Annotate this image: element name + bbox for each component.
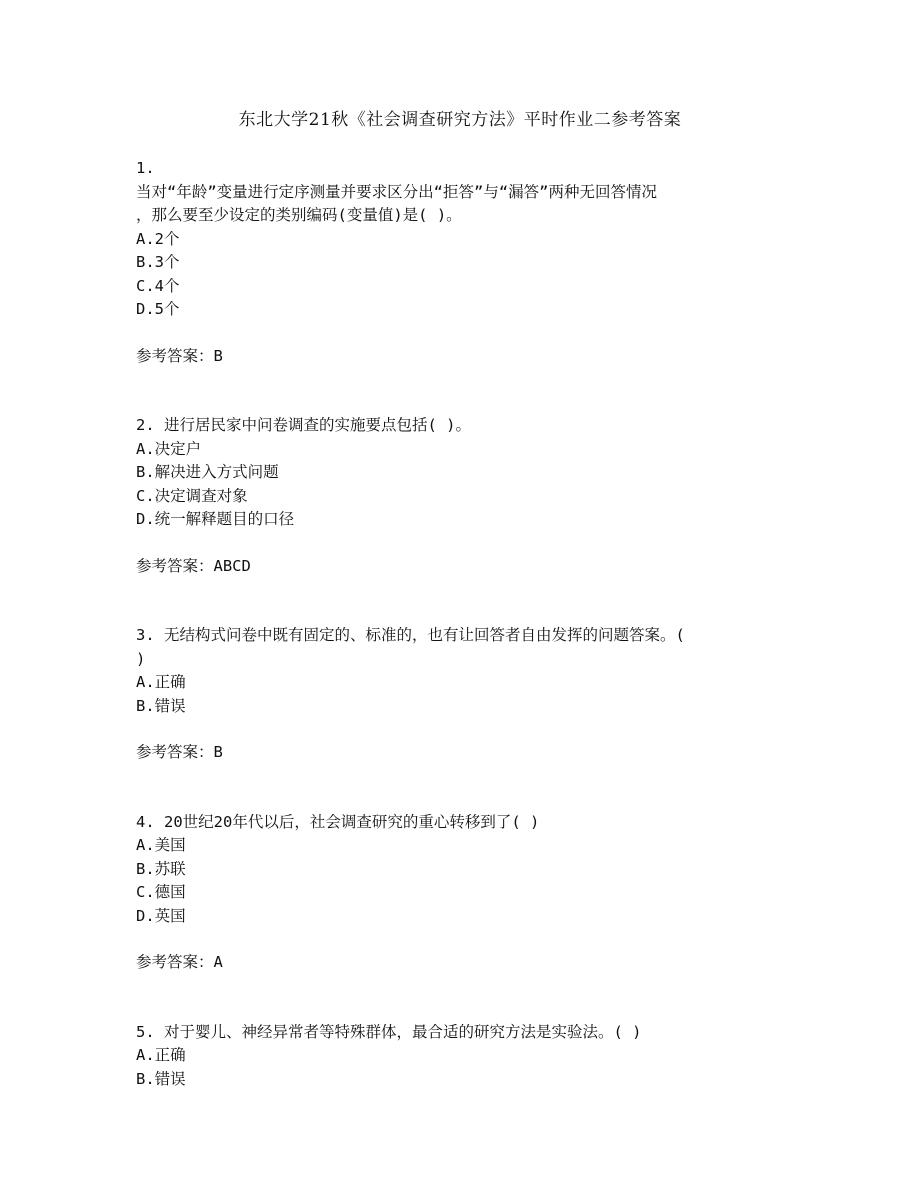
question-2	[136, 414, 796, 578]
option-d: D.统一解释题目的口径	[136, 510, 295, 528]
question-5	[136, 1021, 796, 1092]
question-spacer	[136, 765, 796, 811]
option-b: B.3个	[136, 253, 180, 271]
question-spacer	[136, 368, 796, 414]
question-1	[136, 157, 796, 368]
question-text: 5. 对于婴儿、神经异常者等特殊群体，最合适的研究方法是实验法。( )	[136, 1022, 642, 1041]
option-b: B.苏联	[136, 859, 186, 878]
option-d: D.5个	[136, 300, 180, 318]
option-a: A.美国	[136, 836, 186, 854]
option-a: A.决定户	[136, 439, 202, 458]
option-b: B.错误	[136, 1069, 186, 1088]
question-text: 3. 无结构式问卷中既有固定的、标准的，也有让回答者自由发挥的问题答案。( )	[136, 626, 685, 668]
question-spacer	[136, 578, 796, 624]
option-b: B.解决进入方式问题	[136, 463, 279, 481]
option-b: B.错误	[136, 696, 186, 715]
option-a: A.正确	[136, 673, 186, 691]
option-a: A.2个	[136, 229, 180, 248]
question-text: 4. 20世纪20年代以后，社会调查研究的重心转移到了( )	[136, 812, 540, 831]
question-number: 1.	[136, 159, 155, 177]
question-4	[136, 811, 796, 975]
question-list	[136, 157, 796, 1091]
question-3	[136, 624, 796, 765]
reference-answer: 参考答案：ABCD	[136, 556, 251, 575]
option-c: C.德国	[136, 883, 186, 901]
option-c: C.决定调查对象	[136, 486, 248, 505]
option-c: C.4个	[136, 276, 180, 295]
question-text: 当对“年龄”变量进行定序测量并要求区分出“拒答”与“漏答”两种无回答情况 ，那么要至少设定的类别编码(变量值)是( )。	[136, 182, 657, 224]
reference-answer: 参考答案：B	[136, 346, 223, 365]
reference-answer: 参考答案：A	[136, 953, 223, 971]
document-title: 东北大学21秋《社会调查研究方法》平时作业二参考答案	[238, 110, 682, 130]
option-a: A.正确	[136, 1046, 186, 1064]
option-d: D.英国	[136, 906, 186, 925]
question-spacer	[136, 975, 796, 1021]
question-text: 2. 进行居民家中问卷调查的实施要点包括( )。	[136, 416, 471, 434]
reference-answer: 参考答案：B	[136, 743, 223, 761]
